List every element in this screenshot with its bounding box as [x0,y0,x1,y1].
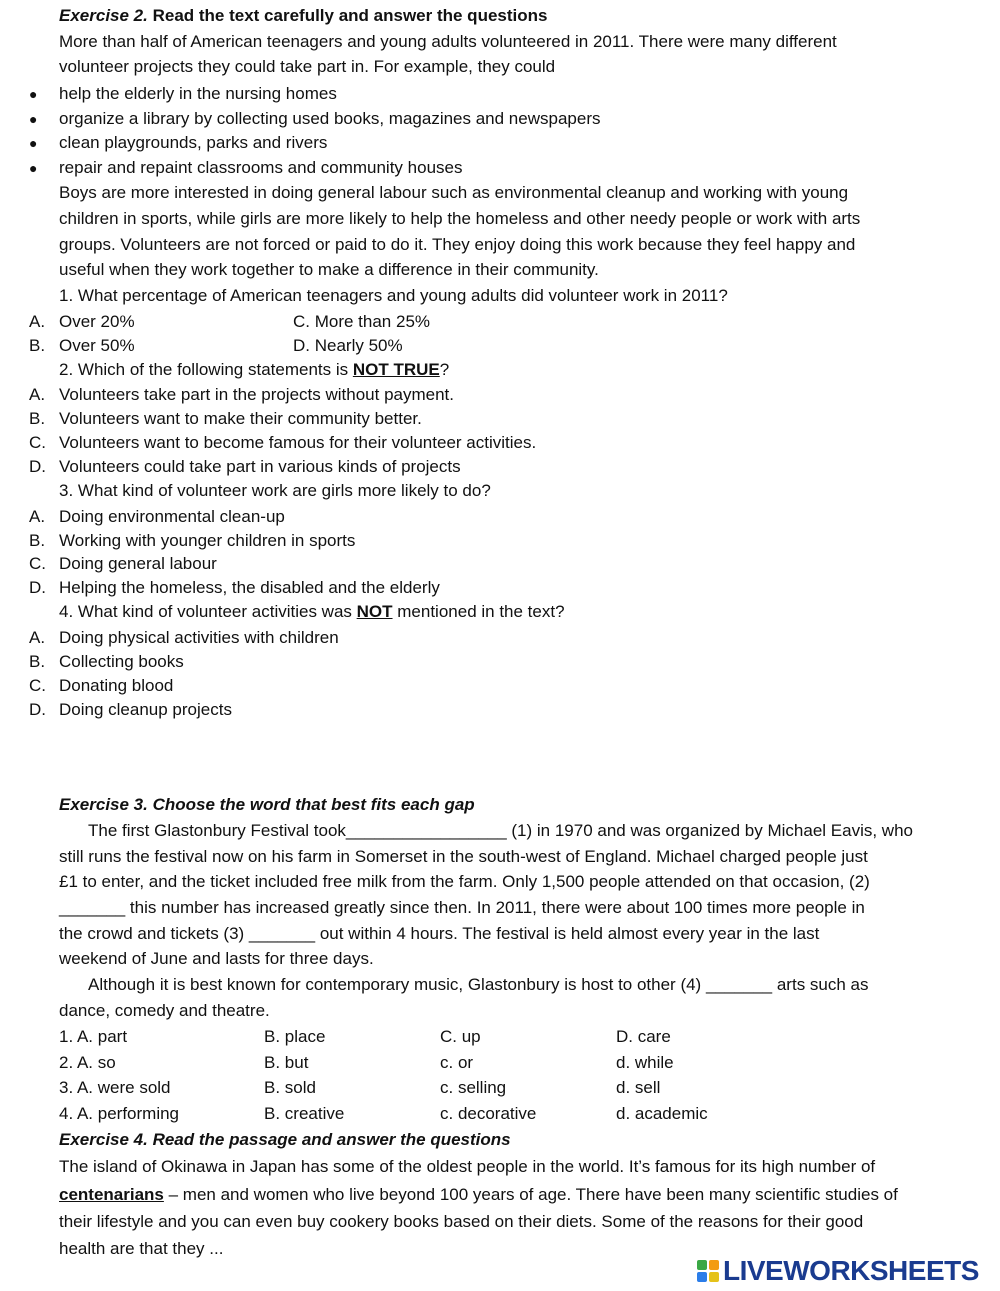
ex3-answer-1d[interactable]: D. care [616,1027,671,1046]
bullet-item: organize a library by collecting used books, magazines and newspapers [59,109,601,128]
exercise-2-title: Exercise 2. [59,6,148,25]
ex3-answer-2b[interactable]: B. but [264,1053,309,1072]
q2-option-c[interactable]: Volunteers want to become famous for their volunteer activities. [59,433,537,452]
option-letter: C. [29,676,46,695]
exercise-4-title: Exercise 4. Read the passage and answer the questions [59,1130,511,1149]
option-letter: A. [29,628,46,647]
option-letter: D. [29,578,46,597]
bullet-icon: ● [29,160,38,176]
ex3-answer-4a[interactable]: 4. A. performing [59,1104,180,1123]
question-4-text: 4. What kind of volunteer activities was [59,602,357,621]
liveworksheets-logo [697,1256,979,1286]
option-letter: D. [29,700,46,719]
intro-line-1: More than half of American teenagers and young adults volunteered in 2011. There were many different [59,32,837,51]
exercise-3-title: Exercise 3. Choose the word that best fits each gap [59,795,475,814]
ex4-line-2-rest: – men and women who live beyond 100 years of age. There have been many scientific studies of [163,1185,898,1204]
ex4-keyword: centenarians [59,1185,164,1204]
ex3-line-7: Although it is best known for contemporary music, Glastonbury is host to other (4) _______ arts such as [88,975,869,994]
q4-option-c[interactable]: Donating blood [59,676,174,695]
option-letter: D. [29,457,46,476]
option-letter: B. [29,336,46,355]
option-letter: B. [29,531,46,550]
question-3: 3. What kind of volunteer work are girls more likely to do? [59,481,491,500]
logo-mark-icon [697,1260,719,1282]
ex4-line-1: The island of Okinawa in Japan has some of the oldest people in the world. It’s famous for its high number of [59,1157,876,1176]
option-letter: B. [29,409,46,428]
q3-option-c[interactable]: Doing general labour [59,554,217,573]
ex3-answer-2d[interactable]: d. while [616,1053,674,1072]
ex3-answer-3b[interactable]: B. sold [264,1078,316,1097]
q2-option-d[interactable]: Volunteers could take part in various kinds of projects [59,457,461,476]
intro-line-2: volunteer projects they could take part in. For example, they could [59,57,556,76]
para-line: Boys are more interested in doing general labour such as environmental cleanup and working with young [59,183,849,202]
ex3-answer-1a[interactable]: 1. A. part [59,1027,128,1046]
ex3-answer-2a[interactable]: 2. A. so [59,1053,116,1072]
para-line: groups. Volunteers are not forced or paid to do it. They enjoy doing this work because they feel happy and [59,235,856,254]
q2-option-b[interactable]: Volunteers want to make their community better. [59,409,422,428]
q4-option-b[interactable]: Collecting books [59,652,184,671]
exercise-2-instruction: Read the text carefully and answer the questions [147,6,548,25]
ex3-answer-1b[interactable]: B. place [264,1027,326,1046]
ex3-line-4: _______ this number has increased greatly since then. In 2011, there were about 100 times more people in [59,898,865,917]
q3-option-d[interactable]: Helping the homeless, the disabled and the elderly [59,578,440,597]
option-letter: C. [29,433,46,452]
ex3-answer-4d[interactable]: d. academic [616,1104,708,1123]
question-2-end: ? [439,360,450,379]
ex3-line-5: the crowd and tickets (3) _______ out within 4 hours. The festival is held almost every year in the last [59,924,820,943]
q3-option-b[interactable]: Working with younger children in sports [59,531,356,550]
ex3-line-1: The first Glastonbury Festival took_________________ (1) in 1970 and was organized by Michael Eavis, who [88,821,913,840]
question-2-text: 2. Which of the following statements is [59,360,353,379]
q2-option-a[interactable]: Volunteers take part in the projects without payment. [59,385,455,404]
question-2-emphasis: NOT TRUE [352,360,440,379]
ex3-answer-2c[interactable]: c. or [440,1053,474,1072]
question-4 [59,601,565,623]
question-4-end: mentioned in the text? [392,602,565,621]
ex3-line-6: weekend of June and lasts for three days. [59,949,374,968]
q1-option-c[interactable]: C. More than 25% [293,312,431,331]
ex4-line-2 [59,1184,898,1206]
exercise-2-heading [59,5,547,27]
option-letter: A. [29,507,46,526]
question-4-emphasis: NOT [356,602,393,621]
option-letter: C. [29,554,46,573]
ex3-line-8: dance, comedy and theatre. [59,1001,270,1020]
ex3-answer-3a[interactable]: 3. A. were sold [59,1078,171,1097]
bullet-item: clean playgrounds, parks and rivers [59,133,328,152]
q1-option-b[interactable]: Over 50% [59,336,135,355]
question-2 [59,359,449,381]
para-line: children in sports, while girls are more likely to help the homeless and other needy people or work with arts [59,209,861,228]
ex3-answer-4c[interactable]: c. decorative [440,1104,537,1123]
q1-option-d[interactable]: D. Nearly 50% [293,336,403,355]
option-letter: A. [29,385,46,404]
ex4-line-4: health are that they ... [59,1239,224,1258]
bullet-icon: ● [29,86,38,102]
q1-option-a[interactable]: Over 20% [59,312,135,331]
q4-option-a[interactable]: Doing physical activities with children [59,628,339,647]
ex4-line-3: their lifestyle and you can even buy cookery books based on their diets. Some of the reasons for their good [59,1212,864,1231]
para-line: useful when they work together to make a difference in their community. [59,260,599,279]
option-letter: B. [29,652,46,671]
ex3-answer-3c[interactable]: c. selling [440,1078,507,1097]
ex3-answer-1c[interactable]: C. up [440,1027,481,1046]
ex3-answer-3d[interactable]: d. sell [616,1078,661,1097]
ex3-answer-4b[interactable]: B. creative [264,1104,345,1123]
q3-option-a[interactable]: Doing environmental clean-up [59,507,285,526]
q4-option-d[interactable]: Doing cleanup projects [59,700,232,719]
bullet-item: repair and repaint classrooms and community houses [59,158,463,177]
question-1: 1. What percentage of American teenagers and young adults did volunteer work in 2011? [59,286,728,305]
bullet-icon: ● [29,111,38,127]
ex3-line-2: still runs the festival now on his farm in Somerset in the south-west of England. Michael charged people just [59,847,868,866]
bullet-item: help the elderly in the nursing homes [59,84,337,103]
logo-text: LIVEWORKSHEETS [723,1255,979,1286]
bullet-icon: ● [29,135,38,151]
option-letter: A. [29,312,46,331]
ex3-line-3: £1 to enter, and the ticket included free milk from the farm. Only 1,500 people attended on that occasion, (2) [59,872,870,891]
